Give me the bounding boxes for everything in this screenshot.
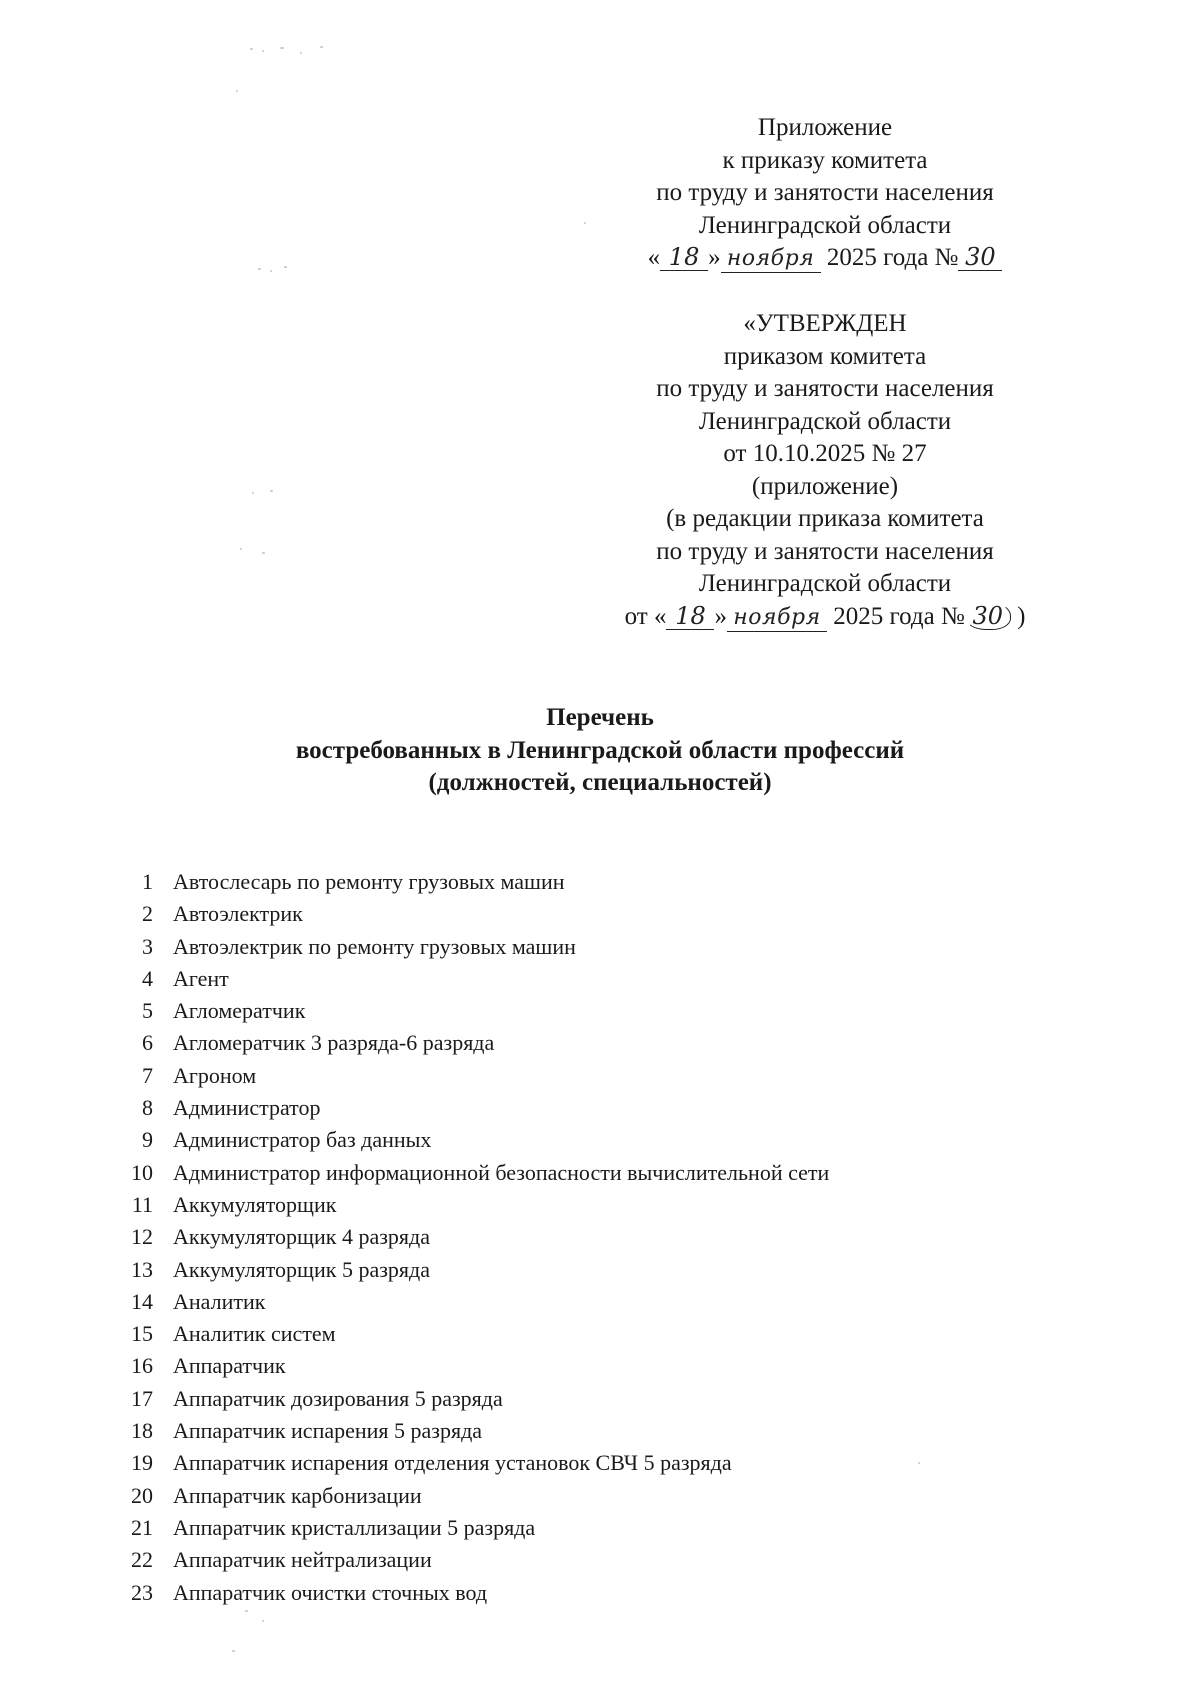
profession-list — [110, 866, 1110, 1609]
list-item-name: Аппаратчик нейтрализации — [173, 1547, 432, 1573]
list-item — [110, 1577, 1110, 1609]
approved-line: по труду и занятости населения — [656, 537, 994, 565]
list-item-name: Аппаратчик карбонизации — [173, 1482, 422, 1508]
list-item-number: 22 — [131, 1547, 153, 1573]
handwritten-day: 18 — [660, 244, 708, 271]
list-item — [110, 1447, 1110, 1479]
list-item-number: 13 — [131, 1256, 153, 1282]
approved-line: Ленинградской области — [698, 407, 952, 435]
list-item-number: 1 — [142, 869, 153, 894]
approved-date-line — [590, 601, 1060, 634]
list-item-name: Администратор информационной безопасности вычислительной сети — [173, 1159, 830, 1185]
list-item-name: Аккумуляторщик 4 разряда — [173, 1224, 430, 1250]
list-item-number: 8 — [142, 1095, 153, 1121]
list-item-number: 19 — [131, 1450, 153, 1476]
list-item-name: Аккумуляторщик — [173, 1191, 337, 1217]
list-item-number: 11 — [131, 1191, 153, 1217]
appendix-line: к приказу комитета — [722, 146, 928, 174]
handwritten-month: ноября — [721, 246, 821, 273]
list-item — [110, 1350, 1110, 1382]
list-item — [110, 931, 1110, 963]
list-item — [110, 1415, 1110, 1447]
list-item — [110, 1254, 1110, 1286]
title-line: востребованных в Ленинградской области профессий — [295, 736, 905, 764]
list-item-number: 21 — [131, 1514, 153, 1540]
appendix-line: Ленинградской области — [698, 211, 952, 239]
list-item-name: Агент — [173, 965, 229, 991]
list-item-number: 10 — [131, 1159, 153, 1185]
title-line: (должностей, специальностей) — [428, 769, 772, 796]
list-item-number: 18 — [131, 1418, 153, 1444]
list-item-number: 6 — [142, 1030, 153, 1056]
list-item — [110, 963, 1110, 995]
list-item-name: Аппаратчик — [173, 1353, 286, 1379]
list-item — [110, 1286, 1110, 1318]
approved-line: по труду и занятости населения — [656, 375, 994, 402]
list-item-name: Аппаратчик испарения 5 разряда — [173, 1418, 483, 1444]
date-prefix: от « — [624, 602, 667, 630]
appendix-date-line — [590, 242, 1060, 275]
list-item-number: 5 — [142, 998, 153, 1024]
list-item-number: 23 — [131, 1579, 153, 1605]
list-item-name: Аппаратчик кристаллизации 5 разряда — [173, 1514, 536, 1540]
list-item-name: Аппаратчик испарения отделения установок СВЧ 5 разряда — [173, 1450, 732, 1476]
list-item — [110, 898, 1110, 930]
list-item-name: Агломератчик 3 разряда-6 разряда — [173, 1030, 495, 1056]
list-item — [110, 995, 1110, 1027]
list-item-number: 2 — [142, 901, 153, 927]
list-item-number: 15 — [131, 1321, 153, 1347]
list-item — [110, 1060, 1110, 1092]
close-quote: » — [714, 602, 727, 630]
list-item-name: Аккумуляторщик 5 разряда — [173, 1256, 430, 1282]
list-item-number: 9 — [142, 1127, 153, 1153]
list-item-number: 16 — [131, 1353, 153, 1379]
handwritten-day: 18 — [666, 603, 714, 630]
approved-block — [590, 308, 1060, 633]
list-item-number: 17 — [131, 1385, 153, 1411]
date-suffix: ) — [1017, 602, 1026, 630]
title-line: Перечень — [546, 704, 654, 731]
list-item-number: 7 — [142, 1062, 153, 1088]
list-item — [110, 1544, 1110, 1576]
list-item — [110, 1512, 1110, 1544]
list-item-name: Автослесарь по ремонту грузовых машин — [173, 869, 565, 894]
list-item-number: 20 — [131, 1482, 153, 1508]
list-item-name: Аналитик — [173, 1288, 266, 1314]
list-item-name: Администратор баз данных — [173, 1127, 432, 1153]
list-item — [110, 1189, 1110, 1221]
list-item-name: Автоэлектрик по ремонту грузовых машин — [173, 933, 576, 959]
approved-line: «УТВЕРЖДЕН — [743, 310, 907, 337]
list-item-name: Аппаратчик дозирования 5 разряда — [173, 1385, 503, 1411]
list-item — [110, 866, 1110, 898]
list-item — [110, 1157, 1110, 1189]
approved-line: приказом комитета — [723, 342, 927, 370]
approved-line: от 10.10.2025 № 27 — [723, 440, 927, 467]
appendix-line: Приложение — [757, 114, 893, 141]
list-item-name: Автоэлектрик — [173, 901, 303, 927]
handwritten-month: ноября — [727, 605, 827, 632]
appendix-header — [590, 112, 1060, 275]
list-item — [110, 1221, 1110, 1253]
list-item-name: Агломератчик — [173, 998, 306, 1024]
list-item — [110, 1092, 1110, 1124]
handwritten-order-number: 30 — [965, 602, 1011, 630]
open-quote: « — [647, 244, 661, 271]
document-title — [0, 702, 1200, 800]
list-item — [110, 1383, 1110, 1415]
list-item — [110, 1124, 1110, 1156]
list-item-number: 4 — [142, 965, 153, 991]
list-item — [110, 1318, 1110, 1350]
list-item-name: Администратор — [173, 1095, 321, 1121]
close-quote: » — [708, 244, 721, 271]
approved-line: Ленинградской области — [698, 570, 952, 597]
approved-line: (приложение) — [751, 472, 899, 500]
list-item-number: 12 — [131, 1224, 153, 1250]
list-item — [110, 1027, 1110, 1059]
list-item-name: Агроном — [173, 1062, 257, 1088]
year-text: 2025 года № — [826, 244, 959, 271]
list-item-number: 14 — [131, 1288, 153, 1314]
list-item-number: 3 — [142, 933, 153, 959]
list-item — [110, 1480, 1110, 1512]
approved-line: (в редакции приказа комитета — [666, 505, 984, 532]
list-item-name: Аппаратчик очистки сточных вод — [173, 1579, 488, 1605]
year-text: 2025 года № — [833, 602, 965, 630]
appendix-line: по труду и занятости населения — [656, 179, 994, 206]
list-item-name: Аналитик систем — [173, 1321, 336, 1347]
handwritten-order-number: 30 — [958, 244, 1002, 271]
